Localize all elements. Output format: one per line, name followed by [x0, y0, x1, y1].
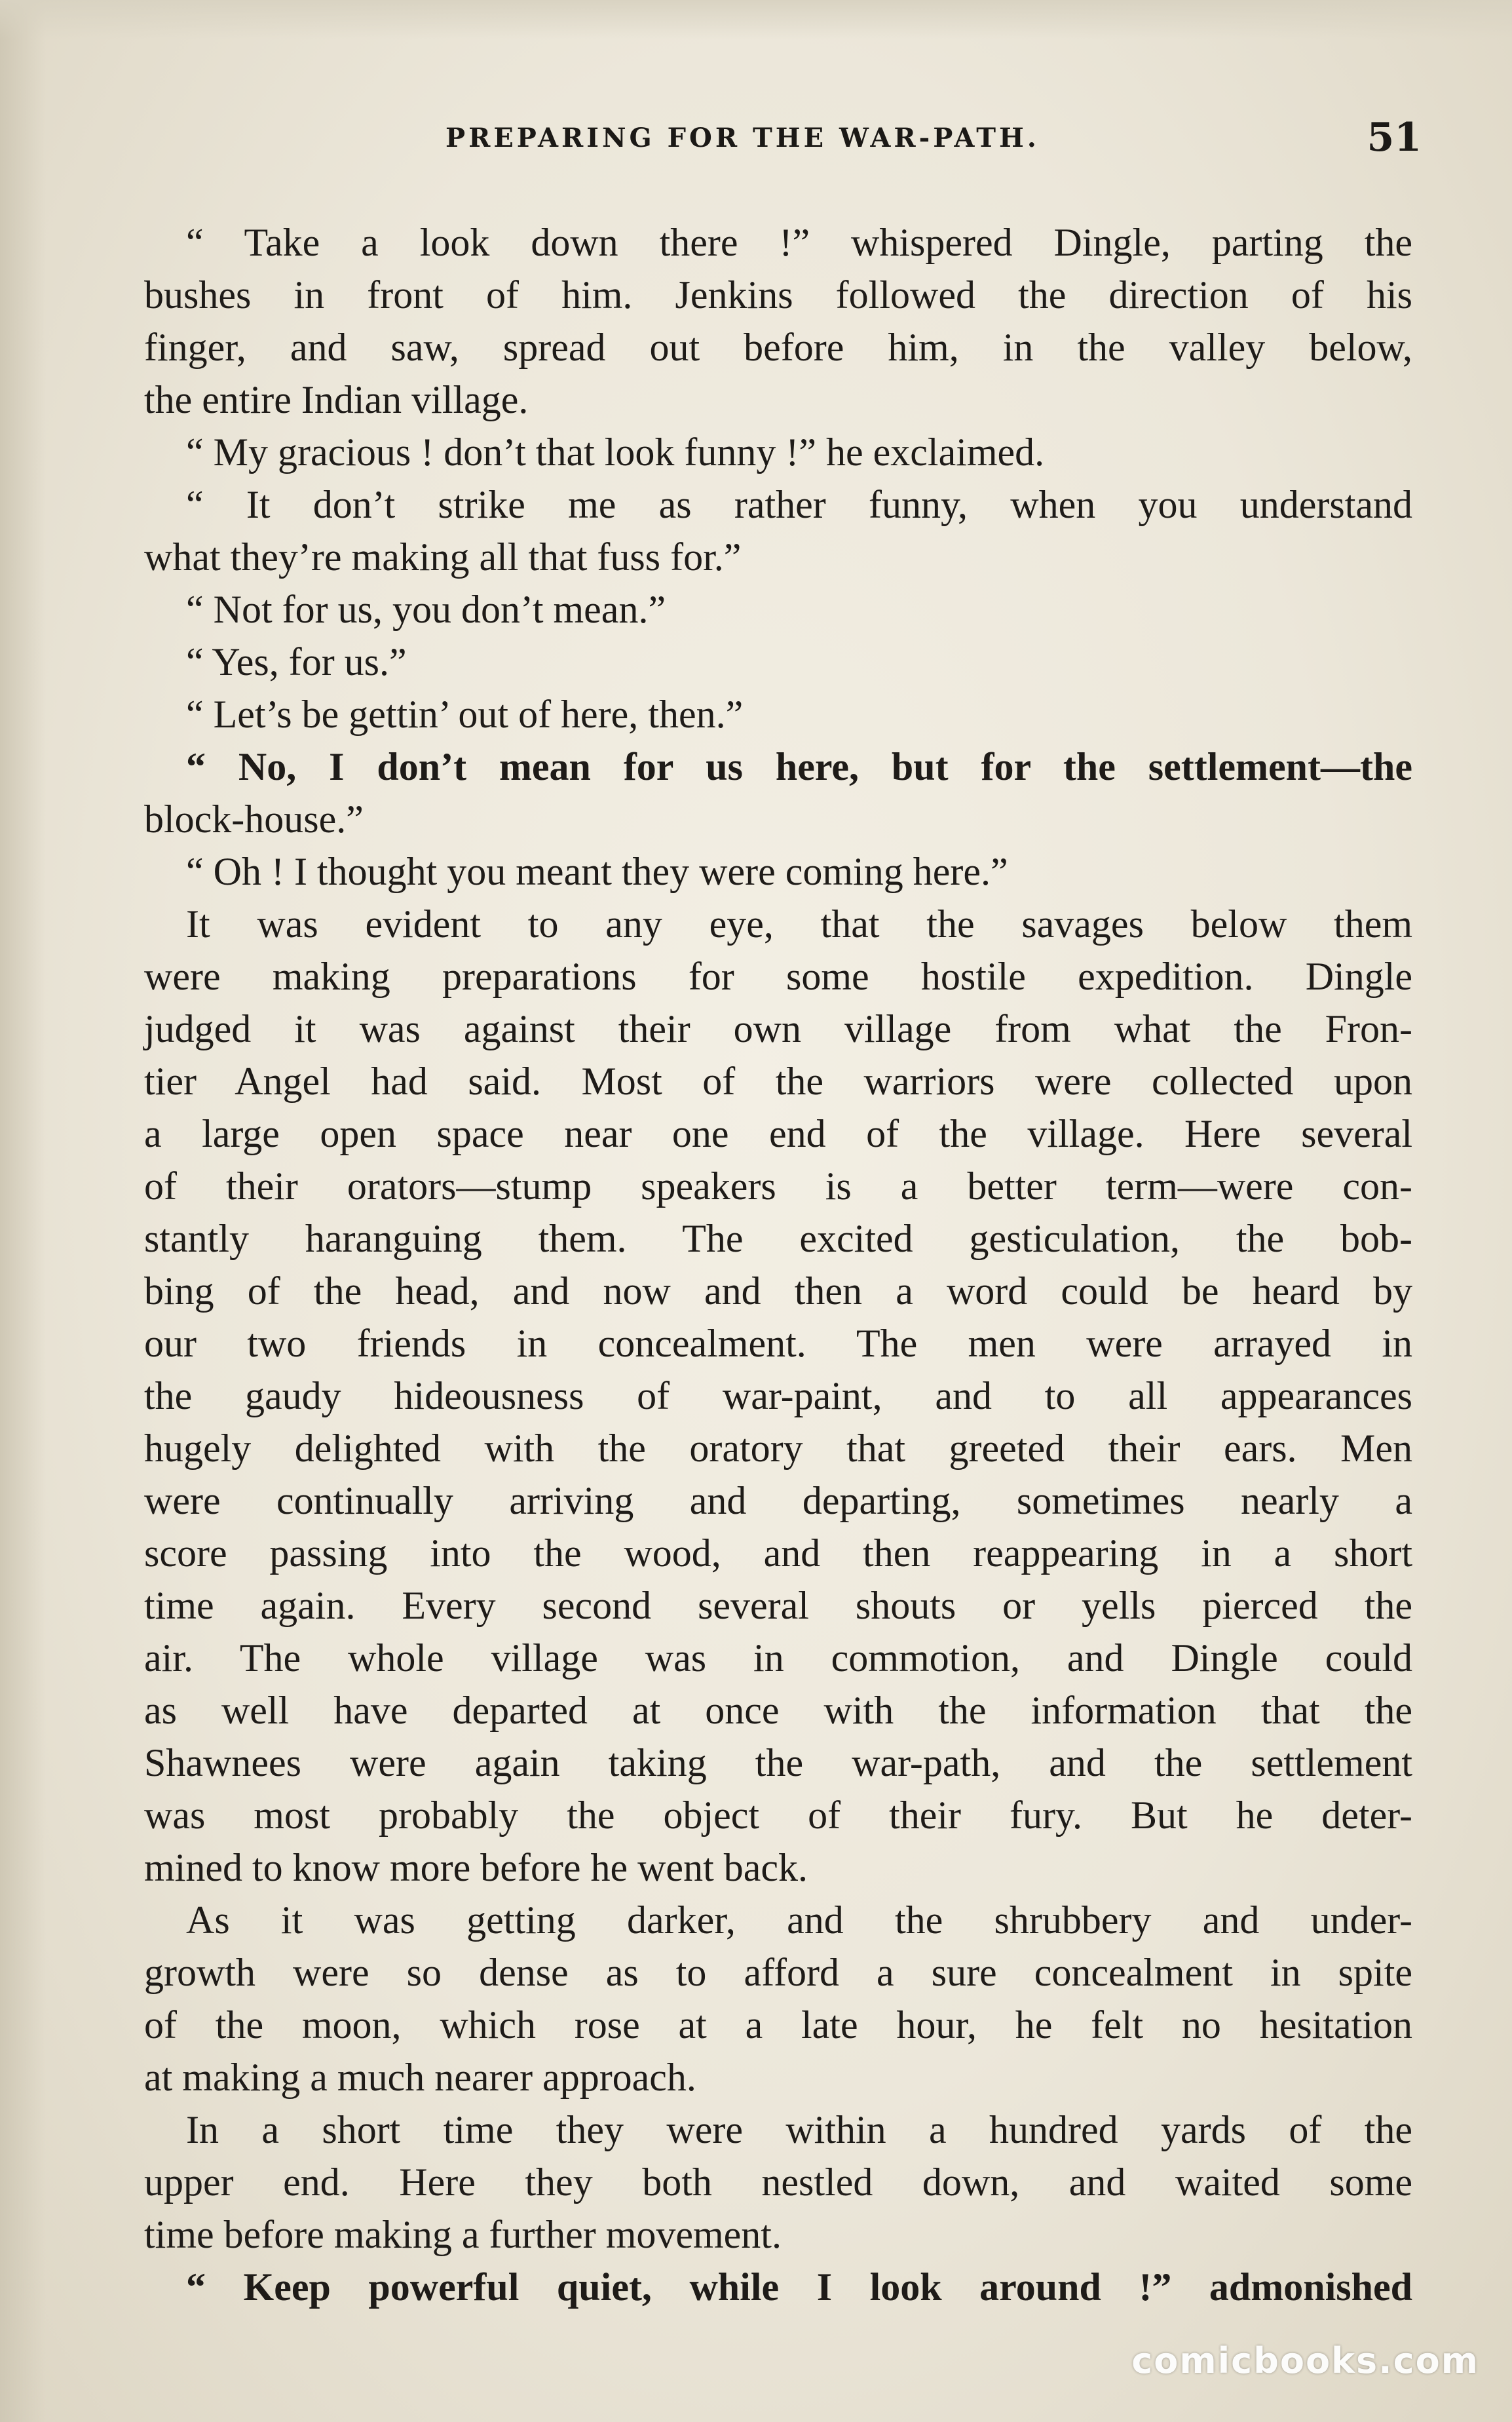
- page-number: 51: [1367, 115, 1422, 161]
- text-line: “ No, I don’t mean for us here, but for the settlement—the: [186, 745, 1412, 788]
- text-line: growth were so dense as to afford a sure concealment in spite: [144, 1951, 1412, 1994]
- text-line: as well have departed at once with the information that the: [144, 1689, 1412, 1732]
- text-line: was most probably the object of their fury. But he deter-: [144, 1794, 1412, 1837]
- running-head: PREPARING FOR THE WAR-PATH.: [445, 123, 1040, 153]
- text-line: “ Not for us, you don’t mean.”: [186, 588, 666, 631]
- text-line: at making a much nearer approach.: [144, 2056, 696, 2099]
- text-line: Shawnees were again taking the war-path, and the settlement: [144, 1741, 1412, 1784]
- page-shadow-top: [0, 0, 1512, 39]
- text-line: judged it was against their own village from what the Fron-: [144, 1007, 1412, 1050]
- text-line: finger, and saw, spread out before him, in the valley below,: [144, 326, 1412, 369]
- text-line: of their orators—stump speakers is a better term—were con-: [144, 1164, 1412, 1208]
- text-line: tier Angel had said. Most of the warriors were collected upon: [144, 1060, 1412, 1103]
- text-line: of the moon, which rose at a late hour, he felt no hesitation: [144, 2003, 1412, 2047]
- text-line: “ Yes, for us.”: [186, 640, 407, 683]
- text-line: were continually arriving and departing, sometimes nearly a: [144, 1479, 1412, 1522]
- text-line: our two friends in concealment. The men were arrayed in: [144, 1322, 1412, 1365]
- text-line: score passing into the wood, and then reappearing in a short: [144, 1531, 1412, 1575]
- text-line: upper end. Here they both nestled down, and waited some: [144, 2161, 1412, 2204]
- text-line: “ Oh ! I thought you meant they were coming here.”: [186, 850, 1008, 893]
- text-line: the entire Indian village.: [144, 378, 529, 421]
- text-line: bushes in front of him. Jenkins followed the direction of his: [144, 273, 1412, 317]
- text-line: “ Keep powerful quiet, while I look around !” admonished: [186, 2265, 1412, 2309]
- text-line: time again. Every second several shouts or yells pierced the: [144, 1584, 1412, 1627]
- text-line: “ Take a look down there !” whispered Dingle, parting the: [186, 221, 1412, 264]
- text-line: stantly haranguing them. The excited gesticulation, the bob-: [144, 1217, 1412, 1260]
- text-line: mined to know more before he went back.: [144, 1846, 808, 1889]
- text-line: time before making a further movement.: [144, 2213, 782, 2256]
- site-watermark: comicbooks.com: [1131, 2340, 1479, 2381]
- text-line: bing of the head, and now and then a word could be heard by: [144, 1269, 1412, 1313]
- text-line: air. The whole village was in commotion, and Dingle could: [144, 1636, 1412, 1680]
- text-line: hugely delighted with the oratory that greeted their ears. Men: [144, 1427, 1412, 1470]
- text-line: It was evident to any eye, that the savages below them: [186, 902, 1412, 946]
- text-line: were making preparations for some hostile expedition. Dingle: [144, 955, 1412, 998]
- text-line: “ Let’s be gettin’ out of here, then.”: [186, 693, 744, 736]
- page-header: [138, 115, 1422, 167]
- text-line: what they’re making all that fuss for.”: [144, 535, 742, 579]
- text-line: a large open space near one end of the village. Here several: [144, 1112, 1412, 1155]
- text-line: As it was getting darker, and the shrubbery and under-: [186, 1898, 1412, 1942]
- text-line: “ My gracious ! don’t that look funny !” he exclaimed.: [186, 431, 1045, 474]
- text-line: “ It don’t strike me as rather funny, when you understand: [186, 483, 1412, 526]
- text-line: block-house.”: [144, 798, 364, 841]
- body-text: [144, 216, 1412, 2313]
- text-line: In a short time they were within a hundred yards of the: [186, 2108, 1412, 2151]
- page-shadow-left: [0, 0, 46, 2422]
- text-line: the gaudy hideousness of war-paint, and to all appearances: [144, 1374, 1412, 1417]
